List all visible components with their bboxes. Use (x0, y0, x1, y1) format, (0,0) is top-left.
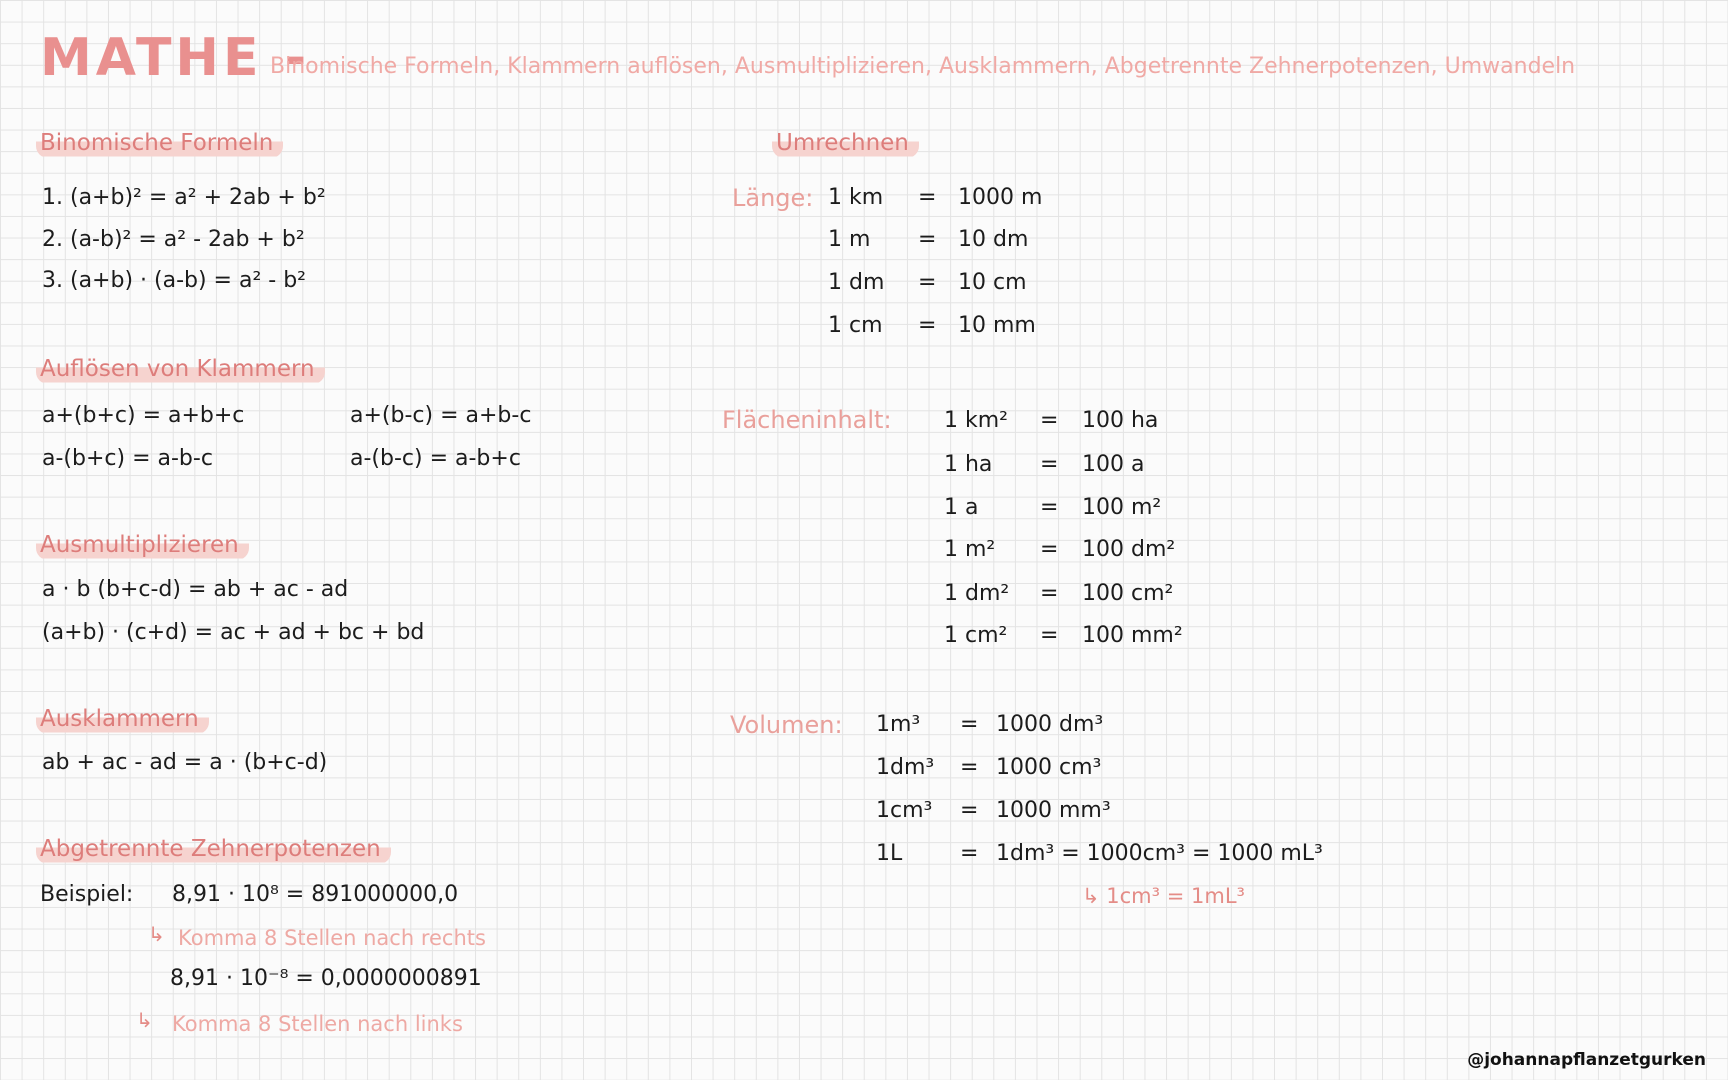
formula-line: a-(b+c) = a-b-c (42, 446, 213, 471)
category-label-flaeche: Flächeninhalt: (722, 406, 892, 434)
formula-line: a+(b+c) = a+b+c (42, 403, 245, 428)
unit-row: 1 dm² = 100 cm² (944, 581, 1174, 606)
unit-row: 1 cm² = 100 mm² (944, 623, 1183, 648)
page-title: MATHE - (40, 28, 311, 88)
section-heading-binomische: Binomische Formeln (36, 128, 283, 158)
category-label-laenge: Länge: (732, 184, 814, 212)
formula-line: 2. (a-b)² = a² - 2ab + b² (42, 227, 305, 252)
section-heading-klammern: Auflösen von Klammern (36, 354, 325, 384)
unit-row: 1 km² = 100 ha (944, 408, 1159, 433)
section-heading-zehnerpotenzen: Abgetrennte Zehnerpotenzen (36, 834, 391, 864)
unit-row: 1 m = 10 dm (828, 227, 1029, 252)
note: Komma 8 Stellen nach links (172, 1012, 463, 1036)
note: Komma 8 Stellen nach rechts (178, 926, 486, 950)
formula-line: 8,91 · 10⁻⁸ = 0,0000000891 (170, 966, 482, 991)
formula-line: a · b (b+c-d) = ab + ac - ad (42, 577, 349, 602)
formula-line: ab + ac - ad = a · (b+c-d) (42, 750, 328, 775)
formula-line: (a+b) · (c+d) = ac + ad + bc + bd (42, 620, 425, 645)
unit-row: 1 a = 100 m² (944, 495, 1162, 520)
unit-row: 1 m² = 100 dm² (944, 537, 1176, 562)
unit-row: 1dm³ = 1000 cm³ (876, 755, 1102, 780)
unit-row: 1cm³ = 1000 mm³ (876, 798, 1111, 823)
unit-row: 1L = 1dm³ = 1000cm³ = 1000 mL³ (876, 841, 1323, 866)
formula-line: a-(b-c) = a-b+c (350, 446, 521, 471)
category-label-volumen: Volumen: (730, 711, 843, 739)
example-label: Beispiel: (40, 882, 134, 907)
arrow-icon: ↳ (148, 922, 165, 946)
arrow-icon: ↳ (136, 1008, 153, 1032)
volumen-note: ↳ 1cm³ = 1mL³ (1082, 884, 1245, 908)
formula-line: a+(b-c) = a+b-c (350, 403, 532, 428)
page-subtitle: Binomische Formeln, Klammern auflösen, Ausmultiplizieren, Ausklammern, Abgetrennte Zehnerpotenzen, Umwandeln (270, 54, 1576, 79)
section-heading-ausklammern: Ausklammern (36, 704, 209, 734)
section-heading-umrechnen: Umrechnen (772, 128, 919, 158)
unit-row: 1 km = 1000 m (828, 185, 1043, 210)
unit-row: 1 cm = 10 mm (828, 313, 1036, 338)
section-heading-ausmultiplizieren: Ausmultiplizieren (36, 530, 249, 560)
unit-row: 1 dm = 10 cm (828, 270, 1027, 295)
formula-line: 3. (a+b) · (a-b) = a² - b² (42, 268, 306, 293)
unit-row: 1 ha = 100 a (944, 452, 1145, 477)
author-credit: @johannapflanzetgurken (1467, 1050, 1706, 1070)
formula-line: 1. (a+b)² = a² + 2ab + b² (42, 185, 326, 210)
formula-line: 8,91 · 10⁸ = 891000000,0 (172, 882, 459, 907)
unit-row: 1m³ = 1000 dm³ (876, 712, 1104, 737)
